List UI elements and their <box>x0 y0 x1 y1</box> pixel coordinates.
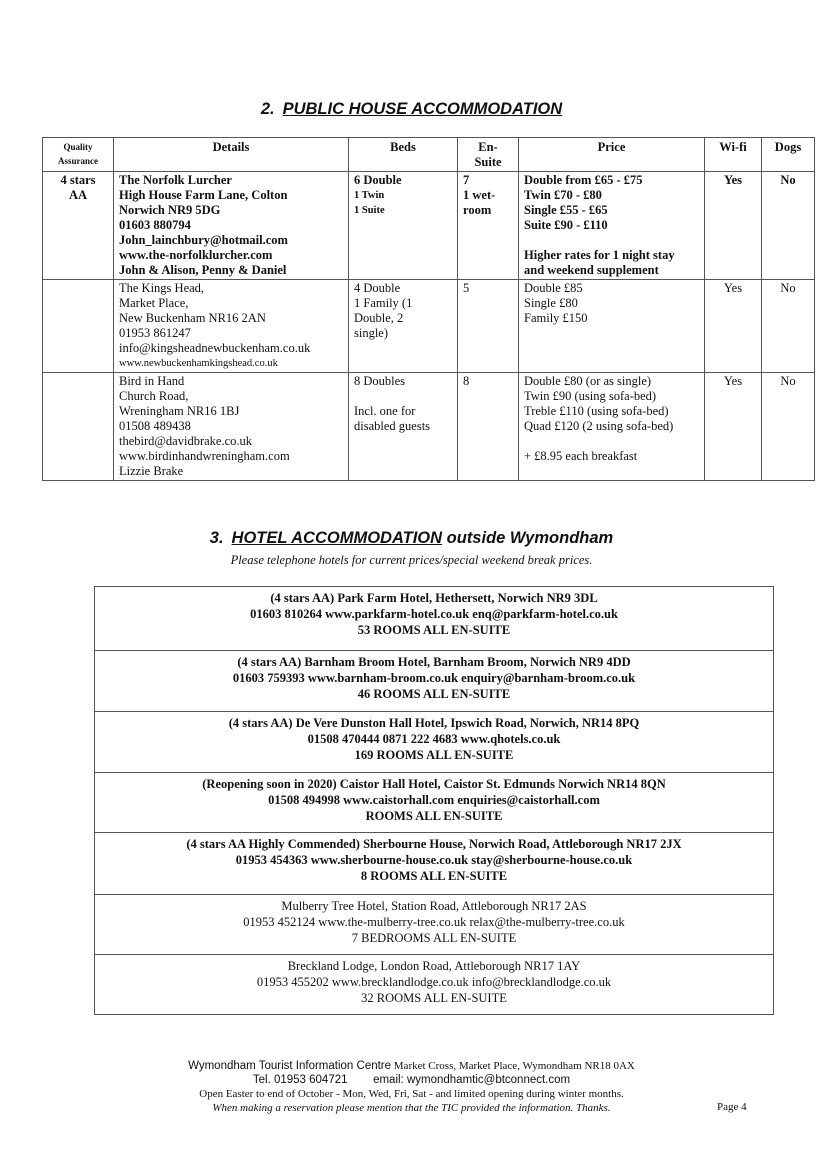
section-2-title <box>0 100 823 119</box>
venue-name: The Kings Head, <box>119 281 205 295</box>
phone: 01603 880794 <box>119 218 191 232</box>
table-row <box>43 280 815 373</box>
quality-cell: 4 stars AA <box>43 172 114 280</box>
email: thebird@davidbrake.co.uk <box>119 434 252 448</box>
wifi-cell: Yes <box>705 172 762 280</box>
hotel-entry <box>95 712 773 773</box>
header-price: Price <box>519 138 705 172</box>
beds-cell: 6 Double 1 Twin 1 Suite <box>349 172 458 280</box>
website: www.the-norfolklurcher.com <box>119 248 273 262</box>
header-quality-assurance: Quality Assurance <box>43 138 114 172</box>
wifi-cell: Yes <box>705 280 762 373</box>
hotel-name-line: (4 stars AA) Barnham Broom Hotel, Barnham Broom, Norwich NR9 4DD <box>237 655 631 669</box>
hotel-contact-line: 01603 810264 www.parkfarm-hotel.co.uk enq@parkfarm-hotel.co.uk <box>250 607 618 621</box>
header-beds: Beds <box>349 138 458 172</box>
header-en-suite: En- Suite <box>458 138 519 172</box>
hotel-rooms-line: 8 ROOMS ALL EN-SUITE <box>360 869 508 883</box>
beds-cell: 8 Doubles Incl. one for disabled guests <box>349 373 458 481</box>
footer-contact-line <box>0 1073 823 1087</box>
price-cell: Double £80 (or as single) Twin £90 (using sofa-bed) Treble £110 (using sofa-bed) Quad £120 (2 using sofa-bed) + £8.95 each breakfast <box>519 373 705 481</box>
details-cell: The Kings Head, Market Place, New Buckenham NR16 2AN 01953 861247 info@kingsheadnewbuckenham.co.uk www.newbuckenhamkingshead.co.uk <box>114 280 349 373</box>
hotel-contact-line: 01508 494998 www.caistorhall.com enquiries@caistorhall.com <box>268 793 600 807</box>
hotel-entry <box>95 587 773 651</box>
section-3-subtitle: Please telephone hotels for current prices/special weekend break prices. <box>230 553 593 567</box>
hotel-rooms-line: 46 ROOMS ALL EN-SUITE <box>357 687 511 701</box>
hotel-rooms-line: 32 ROOMS ALL EN-SUITE <box>361 991 507 1005</box>
table-row <box>43 172 815 280</box>
phone: 01508 489438 <box>119 419 191 433</box>
hotel-rooms-line: 169 ROOMS ALL EN-SUITE <box>354 748 514 762</box>
hotel-contact-line: 01508 470444 0871 222 4683 www.qhotels.co.uk <box>307 732 561 746</box>
dogs-cell: No <box>762 172 815 280</box>
email: John_lainchbury@hotmail.com <box>119 233 288 247</box>
phone: 01953 861247 <box>119 326 191 340</box>
section-2-number: 2. <box>260 100 275 118</box>
footer <box>0 1059 823 1115</box>
header-details: Details <box>114 138 349 172</box>
header-wifi: Wi-fi <box>705 138 762 172</box>
hotel-contact-line: 01953 454363 www.sherbourne-house.co.uk stay@sherbourne-house.co.uk <box>235 853 633 867</box>
beds-cell: 4 Double 1 Family (1 Double, 2 single) <box>349 280 458 373</box>
footer-tic-address: Market Cross, Market Place, Wymondham NR18 0AX <box>393 1060 635 1072</box>
section-3-heading: HOTEL ACCOMMODATION <box>231 529 443 547</box>
quality-cell <box>43 280 114 373</box>
venue-name: Bird in Hand <box>119 374 185 388</box>
wifi-cell: Yes <box>705 373 762 481</box>
footer-tel: Tel. 01953 604721 <box>252 1074 348 1086</box>
hotel-entry <box>95 773 773 833</box>
hotel-rooms-line: 7 BEDROOMS ALL EN-SUITE <box>351 931 517 945</box>
hotel-contact-line: 01953 452124 www.the-mulberry-tree.co.uk relax@the-mulberry-tree.co.uk <box>243 915 625 929</box>
footer-email: email: wymondhamtic@btconnect.com <box>373 1074 571 1086</box>
ensuite-cell: 8 <box>458 373 519 481</box>
footer-note: When making a reservation please mention that the TIC provided the information. Thanks. <box>212 1102 611 1114</box>
hotel-list <box>94 586 774 1015</box>
hotel-name-line: (4 stars AA) De Vere Dunston Hall Hotel, Ipswich Road, Norwich, NR14 8PQ <box>228 716 640 730</box>
hotel-contact-line: 01953 455202 www.brecklandlodge.co.uk info@brecklandlodge.co.uk <box>256 975 612 989</box>
venue-name: The Norfolk Lurcher <box>119 173 232 187</box>
dogs-cell: No <box>762 373 815 481</box>
hotel-entry <box>95 895 773 955</box>
hotel-rooms-line: ROOMS ALL EN-SUITE <box>365 809 503 823</box>
public-house-table <box>42 137 815 481</box>
hotel-name-line: Mulberry Tree Hotel, Station Road, Attleborough NR17 2AS <box>281 899 587 913</box>
hotel-entry <box>95 833 773 895</box>
price-cell: Double £85 Single £80 Family £150 <box>519 280 705 373</box>
table-row <box>43 373 815 481</box>
header-dogs: Dogs <box>762 138 815 172</box>
hotel-name-line: (4 stars AA) Park Farm Hotel, Hethersett, Norwich NR9 3DL <box>270 591 598 605</box>
hotel-entry <box>95 955 773 1014</box>
page-number: Page 4 <box>717 1101 747 1113</box>
price-cell: Double from £65 - £75 Twin £70 - £80 Single £55 - £65 Suite £90 - £110 Higher rates for 1 night stay and weekend supplement <box>519 172 705 280</box>
dogs-cell: No <box>762 280 815 373</box>
website: www.birdinhandwreningham.com <box>119 449 290 463</box>
details-cell: Bird in Hand Church Road, Wreningham NR16 1BJ 01508 489438 thebird@davidbrake.co.uk www.birdinhandwreningham.com Lizzie Brake <box>114 373 349 481</box>
hotel-contact-line: 01603 759393 www.barnham-broom.co.uk enquiry@barnham-broom.co.uk <box>232 671 636 685</box>
website: www.newbuckenhamkingshead.co.uk <box>119 358 278 369</box>
section-3-title <box>0 529 823 548</box>
table-header-row <box>43 138 815 172</box>
hotel-name-line: (Reopening soon in 2020) Caistor Hall Hotel, Caistor St. Edmunds Norwich NR14 8QN <box>202 777 666 791</box>
hotel-name-line: Breckland Lodge, London Road, Attleborough NR17 1AY <box>287 959 581 973</box>
footer-opening: Open Easter to end of October - Mon, Wed, Fri, Sat - and limited opening during winter months. <box>199 1088 624 1100</box>
email: info@kingsheadnewbuckenham.co.uk <box>119 341 311 355</box>
quality-cell <box>43 373 114 481</box>
section-2-heading: PUBLIC HOUSE ACCOMMODATION <box>282 100 563 118</box>
hotel-rooms-line: 53 ROOMS ALL EN-SUITE <box>357 623 511 637</box>
ensuite-cell: 5 <box>458 280 519 373</box>
ensuite-cell: 7 1 wet- room <box>458 172 519 280</box>
footer-tic-name: Wymondham Tourist Information Centre <box>188 1060 392 1072</box>
hotel-name-line: (4 stars AA Highly Commended) Sherbourne House, Norwich Road, Attleborough NR17 2JX <box>186 837 682 851</box>
footer-tic-line <box>0 1059 823 1073</box>
hotel-entry <box>95 651 773 712</box>
section-3-heading-rest: outside Wymondham <box>446 529 614 547</box>
details-cell: The Norfolk Lurcher High House Farm Lane, Colton Norwich NR9 5DG 01603 880794 John_lainchbury@hotmail.com www.the-norfolklurcher.com John & Alison, Penny & Daniel <box>114 172 349 280</box>
section-3-number: 3. <box>209 529 224 547</box>
